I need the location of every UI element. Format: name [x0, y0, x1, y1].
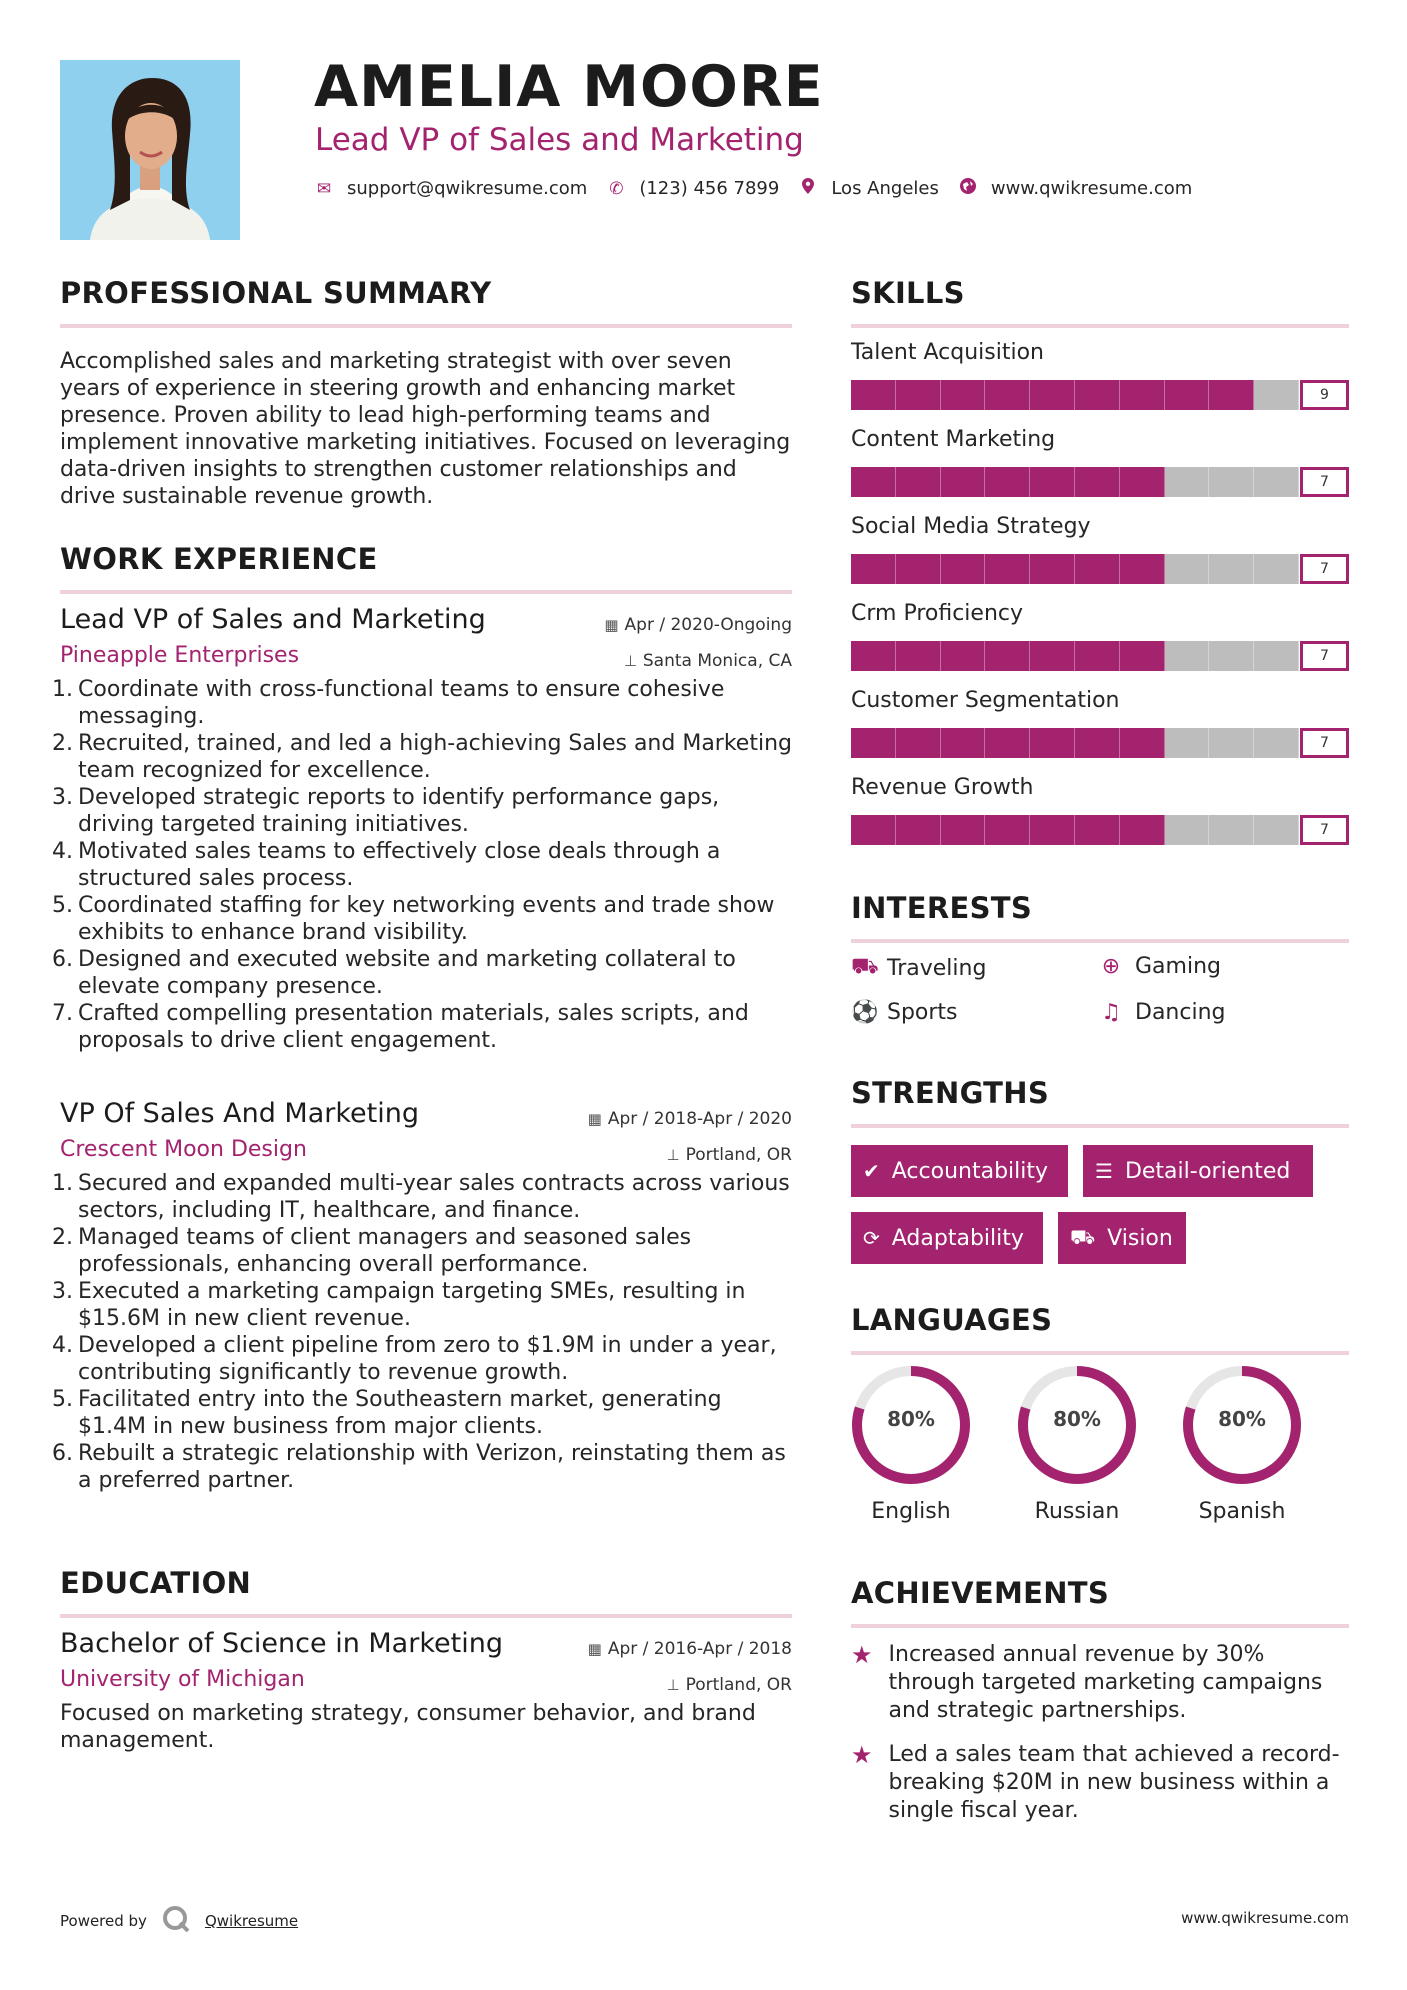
job-dates-text: Apr / 2020-Ongoing [624, 615, 792, 635]
contact-email[interactable] [315, 178, 587, 199]
section-divider [851, 1124, 1349, 1128]
language-label: Russian [1034, 1499, 1120, 1524]
interests-heading: INTERESTS [851, 891, 1033, 925]
language-item [849, 1363, 973, 1524]
profile-photo [60, 60, 240, 240]
skill-bar-filled-segment [1075, 467, 1120, 497]
job-title: Lead VP of Sales and Marketing [60, 604, 486, 635]
skill-bar-filled-segment [896, 467, 941, 497]
skill-score-badge: 7 [1300, 641, 1349, 671]
job-duties [52, 1170, 792, 1494]
strength-chip [851, 1145, 1068, 1197]
achievement-item [851, 1741, 1349, 1825]
skill-bar-empty-segment [1209, 467, 1254, 497]
skill-bar-filled-segment [941, 467, 986, 497]
language-label: Spanish [1198, 1499, 1286, 1524]
skill-bar-filled-segment [896, 554, 941, 584]
skill-bar-filled-segment [1030, 554, 1075, 584]
interest-label: Dancing [1135, 1000, 1226, 1025]
degree-title: Bachelor of Science in Marketing [60, 1628, 503, 1659]
interest-label: Traveling [887, 955, 987, 981]
skill-bar-empty-segment [1165, 815, 1210, 845]
skill-bar-filled-segment [985, 815, 1030, 845]
language-percent: 80% [1218, 1407, 1266, 1431]
star-icon: ★ [851, 1741, 873, 1769]
skill-bar-filled-segment [1030, 728, 1075, 758]
pushpin-icon: ⊥ [666, 1676, 680, 1694]
skill-bar-empty-segment [1209, 554, 1254, 584]
list-item: 3. Executed a marketing campaign targeting SMEs, resulting in $15.6M in new client revenue. [52, 1279, 746, 1331]
skill-bar-filled-segment [1075, 728, 1120, 758]
job-title: VP Of Sales And Marketing [60, 1098, 419, 1129]
education-location-text: Portland, OR [685, 1675, 792, 1695]
strength-chip [1083, 1145, 1313, 1197]
skill-bar-empty-segment [1209, 815, 1254, 845]
list-item: 5. Facilitated entry into the Southeastern market, generating $1.4M in new business from major clients. [52, 1387, 722, 1439]
skill-bar-filled-segment [1030, 467, 1075, 497]
location-text: Los Angeles [831, 178, 939, 199]
skill-bar-filled-segment [1075, 641, 1120, 671]
footer-url[interactable]: www.qwikresume.com [1181, 1909, 1349, 1927]
check-circle-icon: ✔ [863, 1159, 880, 1183]
skill-bar-filled-segment [896, 815, 941, 845]
achievements-header [851, 1576, 1349, 1628]
section-divider [851, 324, 1349, 328]
language-percent: 80% [887, 1407, 935, 1431]
job-duties [52, 676, 792, 1054]
candidate-name: AMELIA MOORE [314, 54, 824, 120]
strengths-heading: STRENGTHS [851, 1076, 1050, 1110]
achievement-item [851, 1641, 1349, 1725]
list-item: 2. Managed teams of client managers and seasoned sales professionals, enhancing overall performance. [52, 1225, 692, 1277]
summary-heading: PROFESSIONAL SUMMARY [60, 276, 492, 310]
skill-bar-empty-segment [1165, 554, 1210, 584]
contact-website[interactable] [959, 178, 1192, 199]
envelope-icon: ✉ [316, 178, 332, 199]
contact-bar [315, 178, 1212, 199]
skill-bar [851, 467, 1299, 497]
education-heading: EDUCATION [60, 1566, 252, 1600]
skill-bar-filled-segment [851, 554, 896, 584]
skill-bar-empty-segment [1165, 467, 1210, 497]
website-text: www.qwikresume.com [990, 178, 1193, 199]
list-item: 4. Motivated sales teams to effectively close deals through a structured sales process. [52, 839, 721, 891]
skill-bar-filled-segment [851, 467, 896, 497]
binoculars-icon: ⛟ [1070, 1224, 1096, 1249]
skill-bar-empty-segment [1254, 554, 1299, 584]
skill-score-badge: 9 [1300, 380, 1349, 410]
calendar-icon: ▦ [587, 1640, 602, 1658]
experience-heading: WORK EXPERIENCE [60, 542, 378, 576]
skill-bar-empty-segment [1254, 728, 1299, 758]
soccer-ball-icon: ⚽ [851, 1000, 879, 1025]
skill-bar-filled-segment [941, 815, 986, 845]
job-entry [52, 1098, 792, 1494]
skill-bar-filled-segment [851, 728, 896, 758]
strength-chip [1058, 1212, 1186, 1264]
skill-bar-filled-segment [941, 728, 986, 758]
candidate-title: Lead VP of Sales and Marketing [315, 122, 804, 158]
skill-bar-filled-segment [1120, 641, 1165, 671]
education-entry [60, 1628, 792, 1754]
job-dates [604, 615, 792, 635]
phone-text: (123) 456 7899 [639, 178, 780, 199]
section-divider [60, 590, 792, 594]
calendar-icon: ▦ [587, 1110, 602, 1128]
skill-bar-filled-segment [985, 380, 1030, 410]
skill-bar-filled-segment [896, 728, 941, 758]
refresh-icon: ⟳ [863, 1226, 880, 1250]
pushpin-icon: ⊥ [666, 1146, 680, 1164]
skill-score-badge: 7 [1300, 728, 1349, 758]
skill-label: Talent Acquisition [851, 340, 1044, 365]
skill-bar-empty-segment [1254, 380, 1299, 410]
list-item: 7. Crafted compelling presentation materials, sales scripts, and proposals to drive client engagement. [52, 1001, 749, 1053]
list-item: 6. Rebuilt a strategic relationship with Verizon, reinstating them as a preferred partner. [52, 1441, 786, 1493]
gamepad-icon: ⊕ [1101, 954, 1121, 979]
interest-label: Sports [887, 1000, 958, 1025]
skill-bar-filled-segment [851, 380, 896, 410]
skill-label: Customer Segmentation [851, 688, 1120, 713]
skill-bar-filled-segment [985, 467, 1030, 497]
skill-bar [851, 641, 1299, 671]
skill-bar-filled-segment [1120, 815, 1165, 845]
strength-label: Vision [1107, 1225, 1173, 1251]
skill-label: Social Media Strategy [851, 514, 1091, 539]
language-item [1015, 1363, 1139, 1524]
school-name: University of Michigan [60, 1667, 305, 1692]
skill-bar [851, 815, 1299, 845]
binoculars-icon: ⛟ [851, 954, 879, 979]
skill-bar-filled-segment [1075, 380, 1120, 410]
skill-label: Revenue Growth [851, 775, 1034, 800]
section-divider [60, 1614, 792, 1618]
skill-bar-empty-segment [1254, 815, 1299, 845]
skill-bar-filled-segment [1209, 380, 1254, 410]
star-icon: ★ [851, 1641, 873, 1669]
interest-label: Gaming [1135, 954, 1221, 979]
list-item: 2. Recruited, trained, and led a high-achieving Sales and Marketing team recognized for excellence. [52, 731, 792, 783]
skill-bar [851, 554, 1299, 584]
interest-sports [851, 1000, 958, 1025]
job-entry [52, 604, 792, 1054]
language-label: English [871, 1499, 951, 1524]
skill-bar-filled-segment [941, 554, 986, 584]
job-location [624, 651, 792, 671]
education-header [60, 1566, 792, 1618]
skill-bar-filled-segment [1075, 815, 1120, 845]
languages-heading: LANGUAGES [851, 1303, 1053, 1337]
language-percent: 80% [1053, 1407, 1101, 1431]
skill-bar-filled-segment [1120, 380, 1165, 410]
skill-bar-filled-segment [985, 728, 1030, 758]
skill-bar-empty-segment [1165, 641, 1210, 671]
contact-phone[interactable] [607, 178, 779, 199]
skill-item [851, 688, 1349, 760]
summary-section [60, 276, 792, 510]
strengths-header [851, 1076, 1349, 1128]
education-text: Focused on marketing strategy, consumer behavior, and brand management. [60, 1701, 756, 1753]
skill-bar-empty-segment [1209, 641, 1254, 671]
languages-header [851, 1303, 1349, 1355]
skill-bar-filled-segment [985, 554, 1030, 584]
summary-text: Accomplished sales and marketing strategist with over seven years of experience in steering growth and enhancing market presence. Proven ability to lead high-performing teams and implement innovative marketing initiatives. Focused on leveraging data-driven insights to strengthen customer relationships and drive sustainable revenue growth. [60, 349, 791, 509]
list-item: 4. Developed a client pipeline from zero to $1.9M in under a year, contributing significantly to revenue growth. [52, 1333, 777, 1385]
skill-item [851, 601, 1349, 673]
calendar-icon: ▦ [604, 616, 619, 634]
list-item: 1. Coordinate with cross-functional teams to ensure cohesive messaging. [52, 677, 725, 729]
skill-bar [851, 728, 1299, 758]
map-pin-icon [799, 178, 817, 199]
music-note-icon: ♫ [1101, 1000, 1121, 1025]
skill-bar-filled-segment [1030, 815, 1075, 845]
strength-label: Adaptability [891, 1225, 1024, 1251]
skill-bar-empty-segment [1254, 641, 1299, 671]
job-dates [588, 1109, 792, 1129]
interest-gaming [1099, 954, 1221, 979]
job-location-text: Portland, OR [685, 1145, 792, 1165]
job-company: Pineapple Enterprises [60, 643, 300, 668]
experience-header [60, 542, 792, 594]
strength-chip [851, 1212, 1043, 1264]
skill-item [851, 775, 1349, 847]
pushpin-icon: ⊥ [623, 652, 637, 670]
education-location [667, 1675, 793, 1695]
skill-item [851, 427, 1349, 499]
qwikresume-logo-icon [161, 1904, 191, 1938]
skill-bar-filled-segment [941, 380, 986, 410]
job-location [667, 1145, 793, 1165]
list-item: 1. Secured and expanded multi-year sales contracts across various sectors, including IT, healthcare, and finance. [52, 1171, 790, 1223]
skill-bar-empty-segment [1165, 728, 1210, 758]
brand-link[interactable]: Qwikresume [204, 1912, 299, 1930]
skill-bar-filled-segment [1120, 554, 1165, 584]
skill-label: Content Marketing [851, 427, 1056, 452]
skill-bar-filled-segment [1075, 554, 1120, 584]
skill-item [851, 514, 1349, 586]
globe-icon [959, 178, 977, 199]
skill-score-badge: 7 [1300, 554, 1349, 584]
skill-bar-filled-segment [985, 641, 1030, 671]
skill-label: Crm Proficiency [851, 601, 1024, 626]
powered-by-text: Powered by [60, 1912, 147, 1930]
skill-bar-filled-segment [896, 380, 941, 410]
interest-dancing [1099, 1000, 1225, 1025]
skill-score-badge: 7 [1300, 815, 1349, 845]
skill-bar-filled-segment [941, 641, 986, 671]
skill-bar-empty-segment [1209, 728, 1254, 758]
skill-bar-filled-segment [851, 641, 896, 671]
language-item [1180, 1363, 1304, 1524]
job-location-text: Santa Monica, CA [642, 651, 792, 671]
section-divider [851, 1624, 1349, 1628]
job-company: Crescent Moon Design [60, 1137, 307, 1162]
education-dates-text: Apr / 2016-Apr / 2018 [607, 1639, 792, 1659]
section-divider [851, 1351, 1349, 1355]
phone-icon: ✆ [609, 178, 624, 199]
skill-bar-filled-segment [896, 641, 941, 671]
email-text: support@qwikresume.com [347, 178, 588, 199]
skill-bar-empty-segment [1254, 467, 1299, 497]
list-item: 5. Coordinated staffing for key networking events and trade show exhibits to enhance brand visibility. [52, 893, 775, 945]
skill-bar [851, 380, 1299, 410]
skill-bar-filled-segment [1030, 380, 1075, 410]
interests-header [851, 891, 1349, 943]
list-item: 6. Designed and executed website and marketing collateral to elevate company presence. [52, 947, 736, 999]
achievement-text: Increased annual revenue by 30% through targeted marketing campaigns and strategic partnerships. [888, 1642, 1323, 1723]
education-dates [588, 1639, 792, 1659]
skill-score-badge: 7 [1300, 467, 1349, 497]
section-divider [851, 939, 1349, 943]
skill-bar-filled-segment [851, 815, 896, 845]
list-item: 3. Developed strategic reports to identify performance gaps, driving targeted training initiatives. [52, 785, 720, 837]
skills-heading: SKILLS [851, 276, 965, 310]
skill-bar-filled-segment [1030, 641, 1075, 671]
strength-label: Detail-oriented [1124, 1158, 1291, 1184]
skill-bar-filled-segment [1120, 467, 1165, 497]
strength-label: Accountability [891, 1158, 1049, 1184]
portrait-image [60, 60, 240, 240]
footer-powered [60, 1904, 298, 1938]
skill-bar-filled-segment [1120, 728, 1165, 758]
list-icon: ☰ [1095, 1159, 1113, 1183]
skills-header [851, 276, 1349, 328]
achievements-heading: ACHIEVEMENTS [851, 1576, 1110, 1610]
skill-bar-filled-segment [1165, 380, 1210, 410]
achievement-text: Led a sales team that achieved a record-breaking $20M in new business within a single fiscal year. [888, 1742, 1340, 1823]
section-divider [60, 324, 792, 328]
skill-item [851, 340, 1349, 412]
interest-traveling [851, 954, 986, 982]
job-dates-text: Apr / 2018-Apr / 2020 [607, 1109, 792, 1129]
contact-location [799, 178, 939, 199]
